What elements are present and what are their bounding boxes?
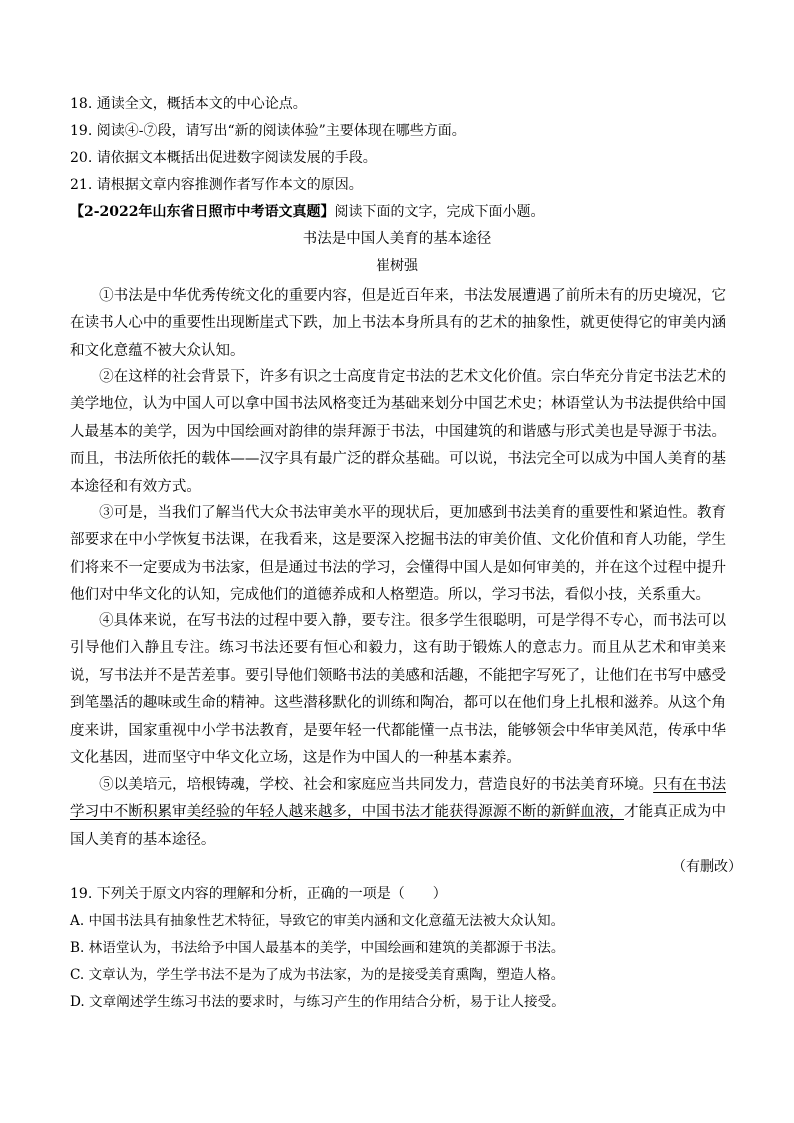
- option-d: D. 文章阐述学生练习书法的要求时，与练习产生的作用结合分析，易于让人接受。: [70, 994, 565, 1010]
- article-author: 崔树强: [376, 258, 418, 274]
- paragraph-5-underlined-sentence: 只有在书法学习中不断积累审美经验的年轻人越来越多，中国书法才能获得源源不断的新鲜血液，: [70, 776, 727, 821]
- option-c: C. 文章认为，学生学书法不是为了成为书法家，为的是接受美育熏陶，塑造人格。: [70, 967, 565, 983]
- question-20: 20. 请依据文本概括出促进数字阅读发展的手段。: [70, 150, 377, 166]
- edit-note: （有删改）: [672, 859, 742, 875]
- paragraph-5-text-end: 才能真正成为中国人美育的基本途径。: [70, 803, 727, 848]
- article-paragraph-3: ③可是，当我们了解当代大众书法审美水平的现状后，更加感到书法美育的重要性和紧迫性。教育部要求在中小学恢复书法课，在我看来，这是要深入挖掘书法的审美价值、文化价值和育人功能，学生们将来不一定要成为书法家，但是通过书法的学习，会懂得中国人是如何审美的，并在这个过程中提升他们对中华文化的认知，完成他们的道德养成和人格塑造。所以，学习书法，看似小技，关系重大。: [70, 504, 726, 604]
- question-18: 18. 通读全文，概括本文的中心论点。: [70, 96, 307, 112]
- article-paragraph-4: ④具体来说，在写书法的过程中要入静，要专注。很多学生很聪明，可是学得不专心，而书法可以引导他们入静且专注。练习书法还要有恒心和毅力，这有助于锻炼人的意志力。而且从艺术和审美来说，写书法并不是苦差事。要引导他们领略书法的美感和活趣，不能把字写死了，让他们在书写中感受到笔墨活的趣味或生命的精神。这些潜移默化的训练和陶冶，都可以在他们身上扎根和滋养。从这个角度来讲，国家重视中小学书法教育，是要年轻一代都能懂一点书法，能够领会中华审美风范，传承中华文化基因，进而坚守中华文化立场，这是作为中国人的一种基本素养。: [70, 612, 726, 767]
- question-21: 21. 请根据文章内容推测作者写作本文的原因。: [70, 177, 363, 193]
- article-paragraph-5: [70, 771, 726, 853]
- source-line: [70, 202, 545, 222]
- source-instruction: 阅读下面的文字，完成下面小题。: [334, 204, 545, 220]
- paragraph-5-text: ⑤以美培元，培根铸魂，学校、社会和家庭应当共同发力，营造良好的书法美育环境。: [99, 776, 654, 793]
- source-bracket: 【2-2022年山东省日照市中考语文真题】: [70, 204, 335, 220]
- article-title: 书法是中国人美育的基本途径: [302, 231, 492, 247]
- question-19-stem: 19. 下列关于原文内容的理解和分析，正确的一项是（ ）: [70, 886, 447, 902]
- question-19-top: 19. 阅读④-⑦段，请写出“新的阅读体验”主要体现在哪些方面。: [70, 123, 466, 139]
- article-paragraph-2: ②在这样的社会背景下，许多有识之士高度肯定书法的艺术文化价值。宗白华充分肯定书法艺术的美学地位，认为中国人可以拿中国书法风格变迁为基础来划分中国艺术史；林语堂认为书法提供给中国人最基本的美学，因为中国绘画对韵律的崇拜源于书法，中国建筑的和谐感与形式美也是导源于书法。而且，书法所依托的载体——汉字具有最广泛的群众基础。可以说，书法完全可以成为中国人美育的基本途径和有效方式。: [70, 368, 726, 495]
- option-a: A. 中国书法具有抽象性艺术特征，导致它的审美内涵和文化意蕴无法被大众认知。: [70, 913, 565, 929]
- option-b: B. 林语堂认为，书法给予中国人最基本的美学，中国绘画和建筑的美都源于书法。: [70, 940, 565, 956]
- article-paragraph-1: ①书法是中华优秀传统文化的重要内容，但是近百年来，书法发展遭遇了前所未有的历史境况，它在读书人心中的重要性出现断崖式下跌，加上书法本身所具有的艺术的抽象性，就更使得它的审美内涵和文化意蕴不被大众认知。: [70, 287, 726, 359]
